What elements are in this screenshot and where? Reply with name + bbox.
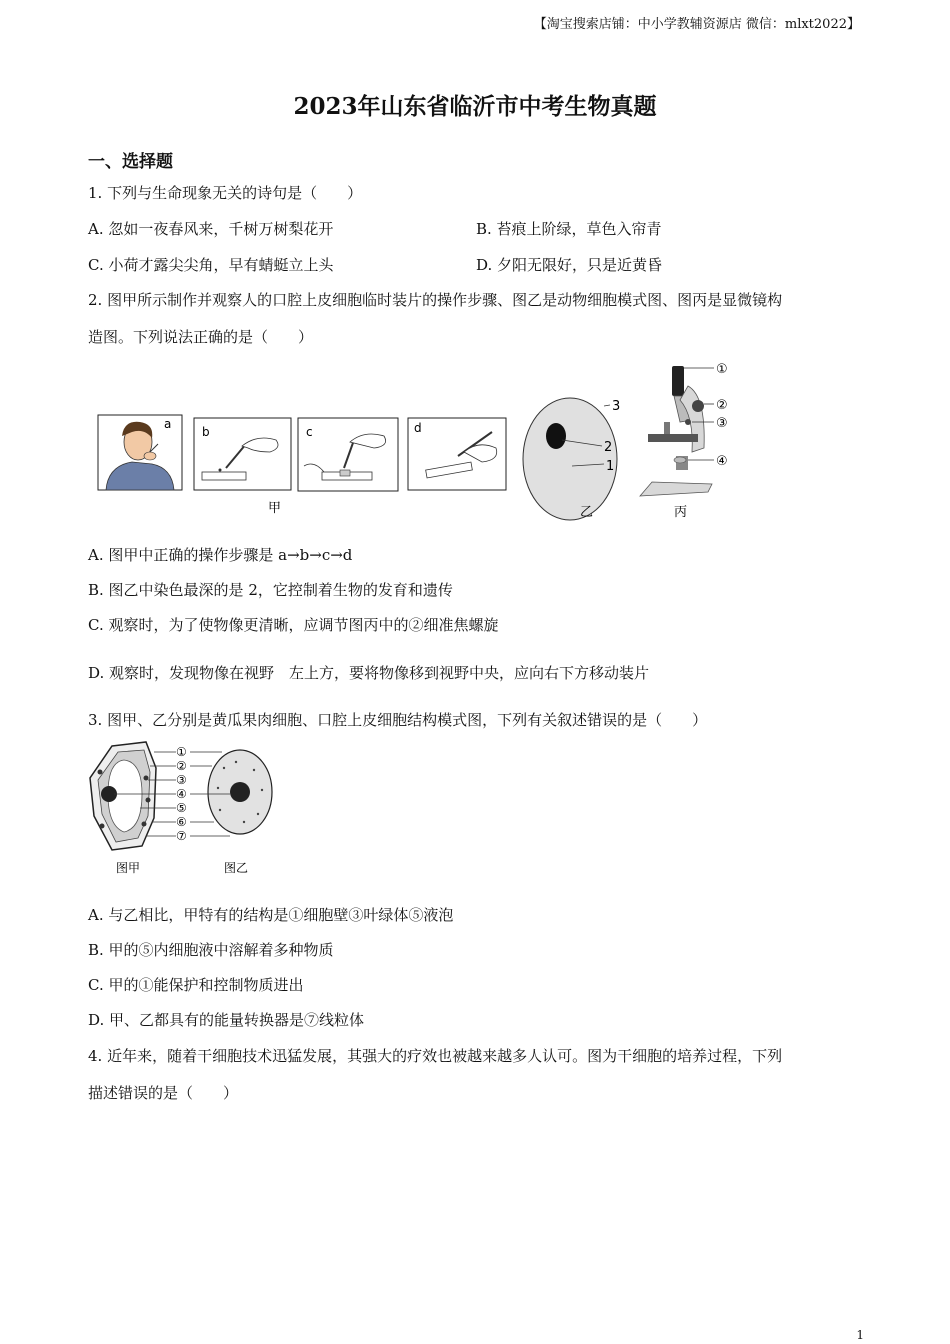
fig-jia-label: 甲	[268, 501, 282, 516]
panel-c	[298, 418, 398, 491]
panel-c-label: c	[306, 425, 313, 439]
q3-option-a: A. 与乙相比，甲特有的结构是①细胞壁③叶绿体⑤液泡	[88, 906, 454, 924]
q3-option-b: B. 甲的⑤内细胞液中溶解着多种物质	[88, 941, 334, 959]
q1-option-c: C. 小荷才露尖尖角，早有蜻蜓立上头	[88, 256, 334, 274]
fig-yi-animal-cell	[208, 750, 272, 834]
q2-stem-line2: 造图。下列说法正确的是（ ）	[88, 328, 314, 346]
fig-yi-label: 乙	[580, 505, 594, 520]
q3-label-6: ⑥	[176, 815, 187, 829]
q1-option-d: D. 夕阳无限好，只是近黄昏	[476, 256, 663, 274]
page-title: 2023年山东省临沂市中考生物真题	[293, 93, 657, 120]
panel-d-label: d	[414, 421, 422, 435]
panel-b-label: b	[202, 425, 210, 439]
header-note: 【淘宝搜索店铺：中小学教辅资源店 微信：mlxt2022】	[533, 17, 860, 32]
section-heading: 一、选择题	[88, 152, 173, 172]
q3-fig-yi-label: 图乙	[224, 861, 249, 875]
q4-stem-line2: 描述错误的是（ ）	[88, 1084, 239, 1102]
q1-option-a: A. 忽如一夜春风来，千树万树梨花开	[88, 220, 334, 238]
q2-option-d: D. 观察时，发现物像在视野 左上方，要将物像移到视野中央，应向右下方移动装片	[88, 664, 650, 682]
panel-a	[98, 415, 182, 490]
bing-label-3: ③	[716, 416, 728, 431]
q2-stem-line1: 2. 图甲所示制作并观察人的口腔上皮细胞临时装片的操作步骤、图乙是动物细胞模式图、图丙是显微镜构	[88, 291, 783, 309]
q1-stem: 1. 下列与生命现象无关的诗句是（ ）	[88, 184, 363, 202]
q3-option-d: D. 甲、乙都具有的能量转换器是⑦线粒体	[88, 1011, 365, 1029]
q3-option-c: C. 甲的①能保护和控制物质进出	[88, 976, 304, 994]
fig-yi-cell	[523, 398, 620, 520]
panel-b	[194, 418, 291, 490]
q2-option-b: B. 图乙中染色最深的是 2，它控制着生物的发育和遗传	[88, 581, 453, 599]
q2-option-a: A. 图甲中正确的操作步骤是 a→b→c→d	[88, 546, 353, 564]
q3-label-3: ③	[176, 773, 187, 787]
q3-figure	[84, 738, 284, 880]
q3-label-4: ④	[176, 787, 187, 801]
q3-stem: 3. 图甲、乙分别是黄瓜果肉细胞、口腔上皮细胞结构模式图，下列有关叙述错误的是（ ）	[88, 711, 708, 729]
fig-bing-label: 丙	[674, 505, 688, 520]
bing-label-4: ④	[716, 454, 728, 469]
bing-label-2: ②	[716, 398, 728, 413]
q3-label-5: ⑤	[176, 801, 187, 815]
panel-d	[408, 418, 506, 490]
q3-fig-jia-label: 图甲	[116, 861, 141, 875]
q1-option-b: B. 苔痕上阶绿，草色入帘青	[476, 220, 662, 238]
q3-label-1: ①	[176, 745, 187, 759]
fig-bing-microscope	[640, 362, 728, 520]
panel-a-label: a	[164, 417, 172, 431]
q2-option-c: C. 观察时，为了使物像更清晰，应调节图丙中的②细准焦螺旋	[88, 616, 499, 634]
yi-label-1: 1	[606, 459, 615, 474]
q3-label-2: ②	[176, 759, 187, 773]
q3-label-7: ⑦	[176, 829, 187, 843]
page-number: 1	[856, 1328, 864, 1342]
q4-stem-line1: 4. 近年来，随着干细胞技术迅猛发展，其强大的疗效也被越来越多人认可。图为干细胞的培养过程，下列	[88, 1047, 783, 1065]
q2-figure	[92, 356, 752, 526]
yi-label-2: 2	[604, 440, 613, 455]
yi-label-3: 3	[612, 399, 621, 414]
bing-label-1: ①	[716, 362, 728, 377]
fig-jia-plant-cell	[90, 742, 156, 850]
